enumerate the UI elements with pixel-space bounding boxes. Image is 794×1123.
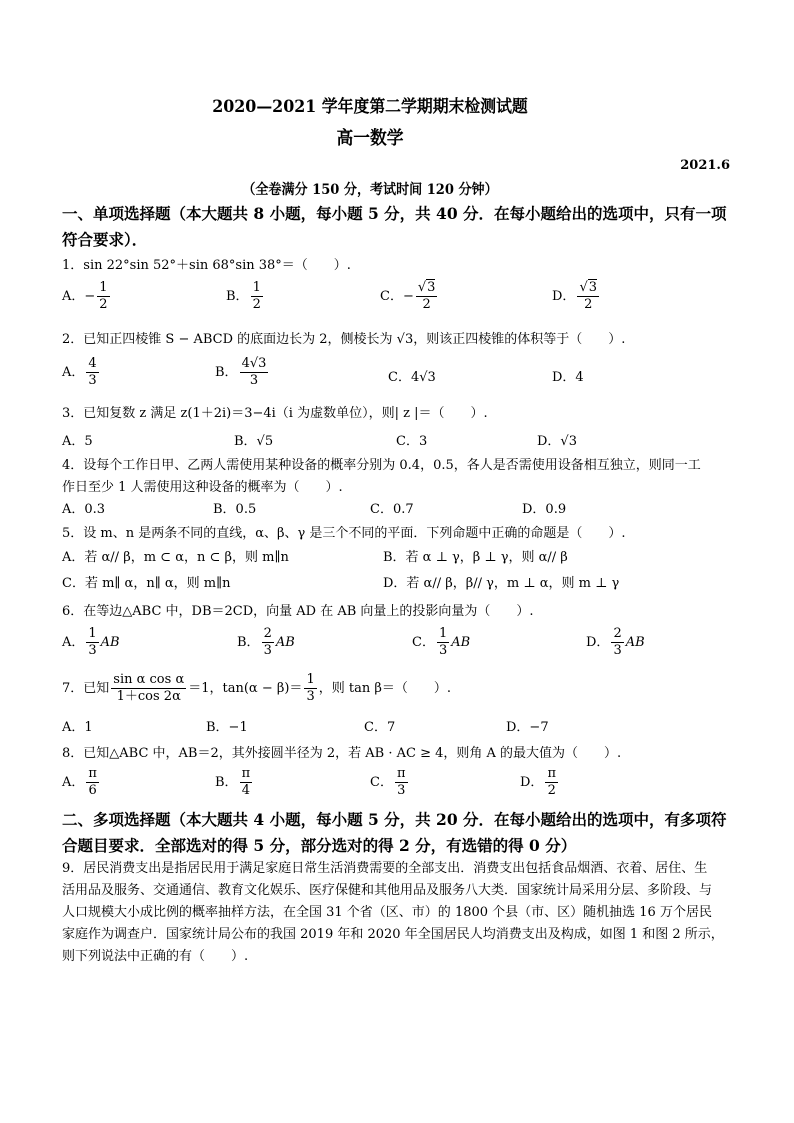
- q7-option-d: D．−7: [506, 720, 549, 735]
- q6-option-c: C． $\frac{1}{3}$ AB: [412, 626, 471, 658]
- section2-heading-line2: 合题目要求．全部选对的得 5 分，部分选对的得 2 分，有选错的得 0 分）: [62, 836, 577, 855]
- q1-option-c: C．− $\frac{√3}{2}$: [380, 280, 436, 312]
- q7-option-a: A．1: [62, 720, 93, 735]
- q1-stem: 1．sin 22°sin 52°＋sin 68°sin 38°＝（ ）.: [62, 258, 351, 273]
- q4-option-d: D．0.9: [522, 502, 567, 517]
- exam-date: 2021.6: [680, 158, 730, 173]
- exam-title: 2020—2021 学年度第二学期期末检测试题: [212, 97, 528, 117]
- q8-option-b: B． $\frac{\pi}{4}$: [215, 766, 251, 798]
- q3-option-a: A．5: [62, 434, 93, 449]
- q7-option-b: B．−1: [206, 720, 248, 735]
- q5-option-b: B．若 α ⊥ γ，β ⊥ γ，则 α// β: [383, 550, 568, 565]
- exam-subtitle: 高一数学: [336, 128, 404, 149]
- q2-option-d: D．4: [552, 370, 584, 385]
- q5-option-a: A．若 α// β，m ⊂ α，n ⊂ β，则 m∥n: [62, 550, 289, 565]
- q4-stem-line1: 4．设每个工作日甲、乙两人需使用某种设备的概率分别为 0.4，0.5，各人是否需使用设备相互独立，则同一工: [62, 458, 701, 473]
- q7-stem: 7．已知 $\frac{\text{sin α cos α}}{1+\cos 2\alpha}$ ＝1，tan(α − β)＝ $\frac{1}{3}$ ，则 tan β＝（ ）.: [62, 672, 451, 704]
- section1-heading-line1: 一、单项选择题（本大题共 8 小题，每小题 5 分，共 40 分．在每小题给出的选项中，只有一项: [62, 204, 727, 223]
- q1-option-a: A．− $\frac{1}{2}$: [62, 280, 108, 312]
- q5-option-d: D．若 α// β，β// γ，m ⊥ α，则 m ⊥ γ: [383, 576, 620, 591]
- q3-option-c: C．3: [396, 434, 428, 449]
- q9-line3: 人口规模大小成比例的概率抽样方法，在全国 31 个省（区、市）的 1800 个县（市、区）随机抽选 16 万个居民: [62, 905, 712, 920]
- q8-option-d: D． $\frac{\pi}{2}$: [520, 766, 556, 798]
- q9-line4: 家庭作为调查户．国家统计局公布的我国 2019 年和 2020 年全国居民人均消费支出及构成，如图 1 和图 2 所示，: [62, 927, 724, 942]
- q9-line5: 则下列说法中正确的有（ ）.: [62, 949, 249, 964]
- q5-option-c: C．若 m∥ α，n∥ α，则 m∥n: [62, 576, 231, 591]
- section2-heading-line1: 二、多项选择题（本大题共 4 小题，每小题 5 分，共 20 分．在每小题给出的选项中，有多项符: [62, 810, 727, 829]
- q2-stem: 2．已知正四棱锥 S − ABCD 的底面边长为 2，侧棱长为 √3，则该正四棱锥的体积等于（ ）.: [62, 332, 626, 347]
- q4-option-b: B．0.5: [213, 502, 257, 517]
- q5-stem: 5．设 m、n 是两条不同的直线，α、β、γ 是三个不同的平面．下列命题中正确的命题是（ ）.: [62, 526, 626, 541]
- q6-stem: 6．在等边△ABC 中，DB＝2CD，向量 AD 在 AB 向量上的投影向量为（ ）.: [62, 604, 534, 619]
- q4-option-c: C．0.7: [370, 502, 414, 517]
- q3-option-b: B．√5: [234, 434, 274, 449]
- vector-ab-label: AB: [100, 635, 120, 650]
- vector-ab-label: AB: [451, 635, 471, 650]
- q3-stem: 3．已知复数 z 满足 z(1＋2i)＝3−4i（i 为虚数单位），则| z |＝（ ）.: [62, 406, 488, 421]
- q1-option-b: B． $\frac{1}{2}$: [226, 280, 261, 312]
- q6-option-d: D． $\frac{2}{3}$ AB: [586, 626, 645, 658]
- q2-option-c: C．4√3: [388, 370, 436, 385]
- q6-option-a: A． $\frac{1}{3}$ AB: [62, 626, 120, 658]
- q4-option-a: A．0.3: [62, 502, 106, 517]
- q9-line1: 9．居民消费支出是指居民用于满足家庭日常生活消费需要的全部支出．消费支出包括食品烟酒、衣着、居住、生: [62, 861, 708, 876]
- q8-option-c: C． $\frac{\pi}{3}$: [370, 766, 406, 798]
- vector-ab-label: AB: [625, 635, 645, 650]
- q4-stem-line2: 作日至少 1 人需使用这种设备的概率为（ ）.: [62, 480, 343, 495]
- q8-option-a: A． $\frac{\pi}{6}$: [62, 766, 97, 798]
- q8-stem: 8．已知△ABC 中，AB＝2，其外接圆半径为 2，若 AB · AC ≥ 4，则角 A 的最大值为（ ）.: [62, 746, 622, 761]
- q2-option-a: A． $\frac{4}{3}$: [62, 356, 97, 388]
- vector-ab-label: AB: [275, 635, 295, 650]
- q3-option-d: D．√3: [537, 434, 577, 449]
- q6-option-b: B． $\frac{2}{3}$ AB: [237, 626, 295, 658]
- section1-heading-line2: 符合要求）．: [62, 230, 148, 249]
- exam-note: （全卷满分 150 分，考试时间 120 分钟）: [242, 182, 498, 198]
- q7-option-c: C．7: [364, 720, 396, 735]
- q1-option-d: D． $\frac{√3}{2}$: [552, 280, 598, 312]
- q9-line2: 活用品及服务、交通通信、教育文化娱乐、医疗保健和其他用品及服务八大类．国家统计局采用分层、多阶段、与: [62, 883, 713, 898]
- q2-option-b: B． $\frac{4√3}{3}$: [215, 356, 267, 388]
